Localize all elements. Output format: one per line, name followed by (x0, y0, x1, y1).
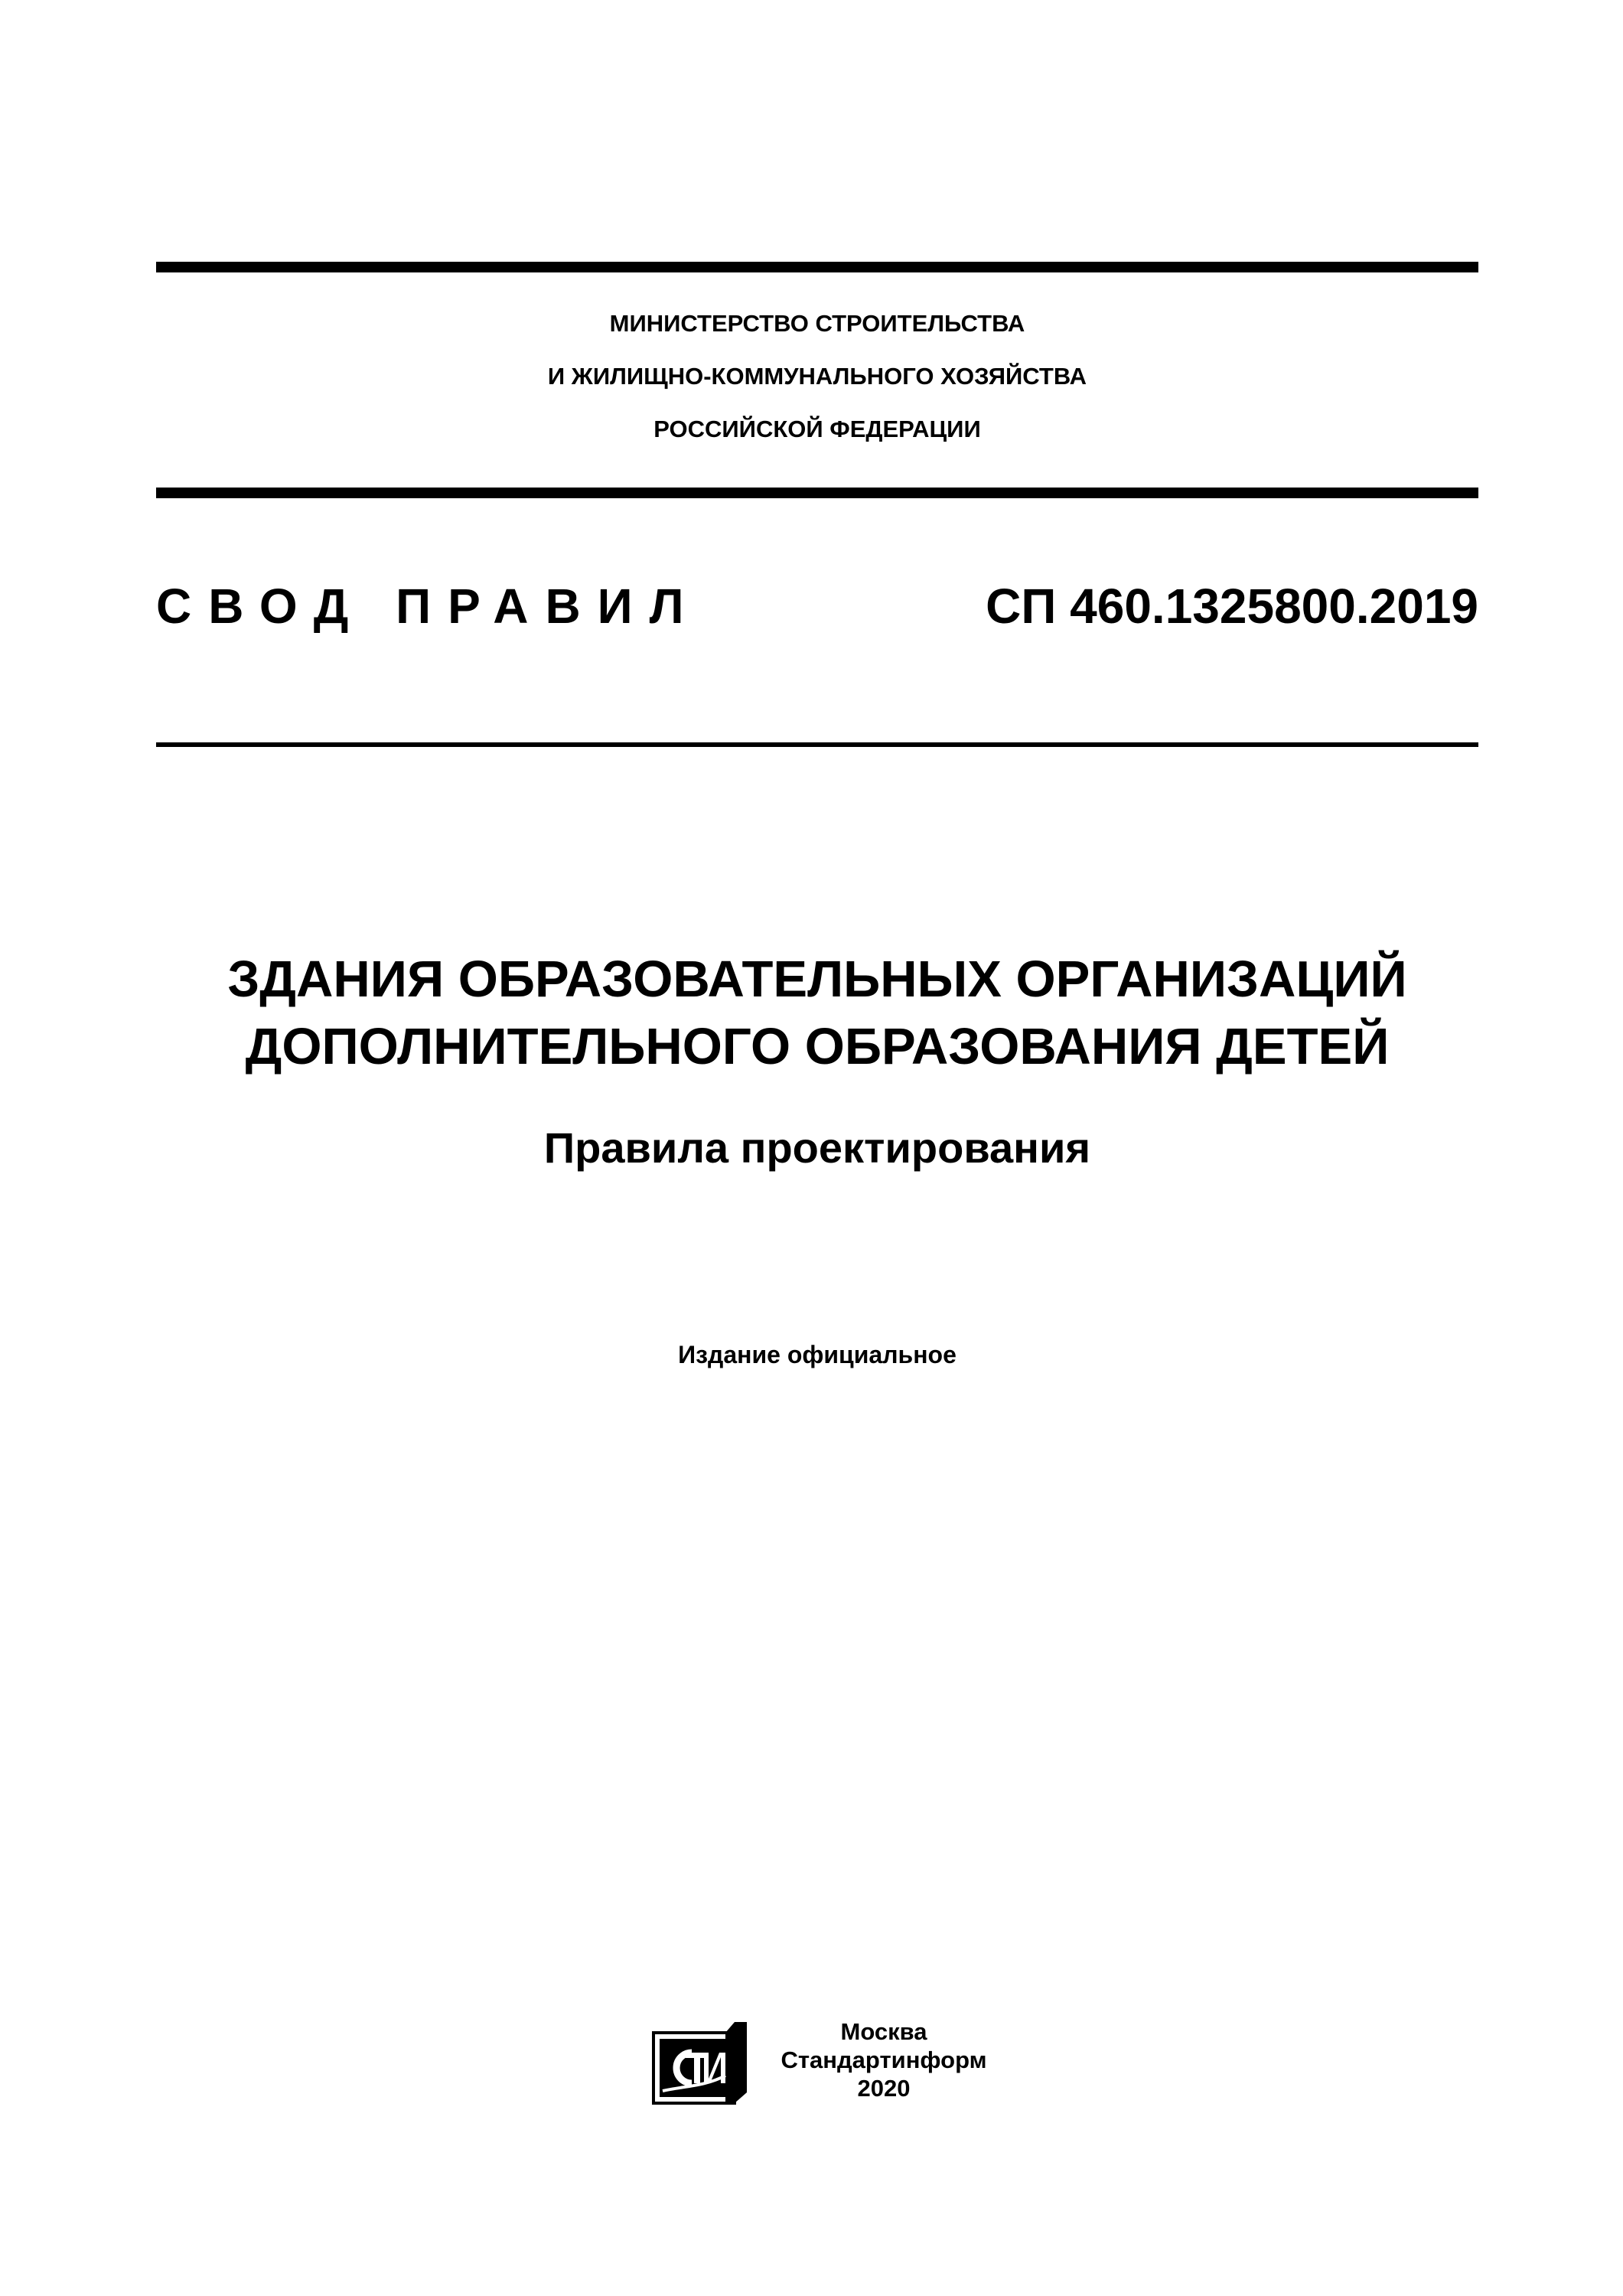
ministry-line-3: РОССИЙСКОЙ ФЕДЕРАЦИИ (653, 416, 981, 442)
ministry-heading (156, 297, 1478, 455)
document-title (156, 946, 1478, 1081)
standartinform-logo-icon (652, 2022, 747, 2105)
document-kind: СВОД ПРАВИЛ (156, 579, 701, 634)
code-divider (156, 742, 1478, 747)
ministry-divider (156, 488, 1478, 498)
document-number: СП 460.1325800.2019 (986, 579, 1478, 634)
title-line-2: ДОПОЛНИТЕЛЬНОГО ОБРАЗОВАНИЯ ДЕТЕЙ (245, 1018, 1390, 1075)
ministry-line-1: МИНИСТЕРСТВО СТРОИТЕЛЬСТВА (609, 310, 1025, 337)
publisher-name: Стандартинформ (781, 2047, 987, 2073)
code-row (156, 576, 1478, 637)
top-divider (156, 262, 1478, 272)
document-subtitle: Правила проектирования (543, 1124, 1091, 1172)
edition-note: Издание официальное (678, 1341, 957, 1368)
publisher-imprint (781, 2017, 987, 2102)
title-line-1: ЗДАНИЯ ОБРАЗОВАТЕЛЬНЫХ ОРГАНИЗАЦИЙ (227, 951, 1407, 1008)
publisher-city: Москва (840, 2018, 927, 2045)
publication-year: 2020 (857, 2075, 911, 2102)
ministry-line-2: И ЖИЛИЩНО-КОММУНАЛЬНОГО ХОЗЯЙСТВА (547, 363, 1087, 390)
